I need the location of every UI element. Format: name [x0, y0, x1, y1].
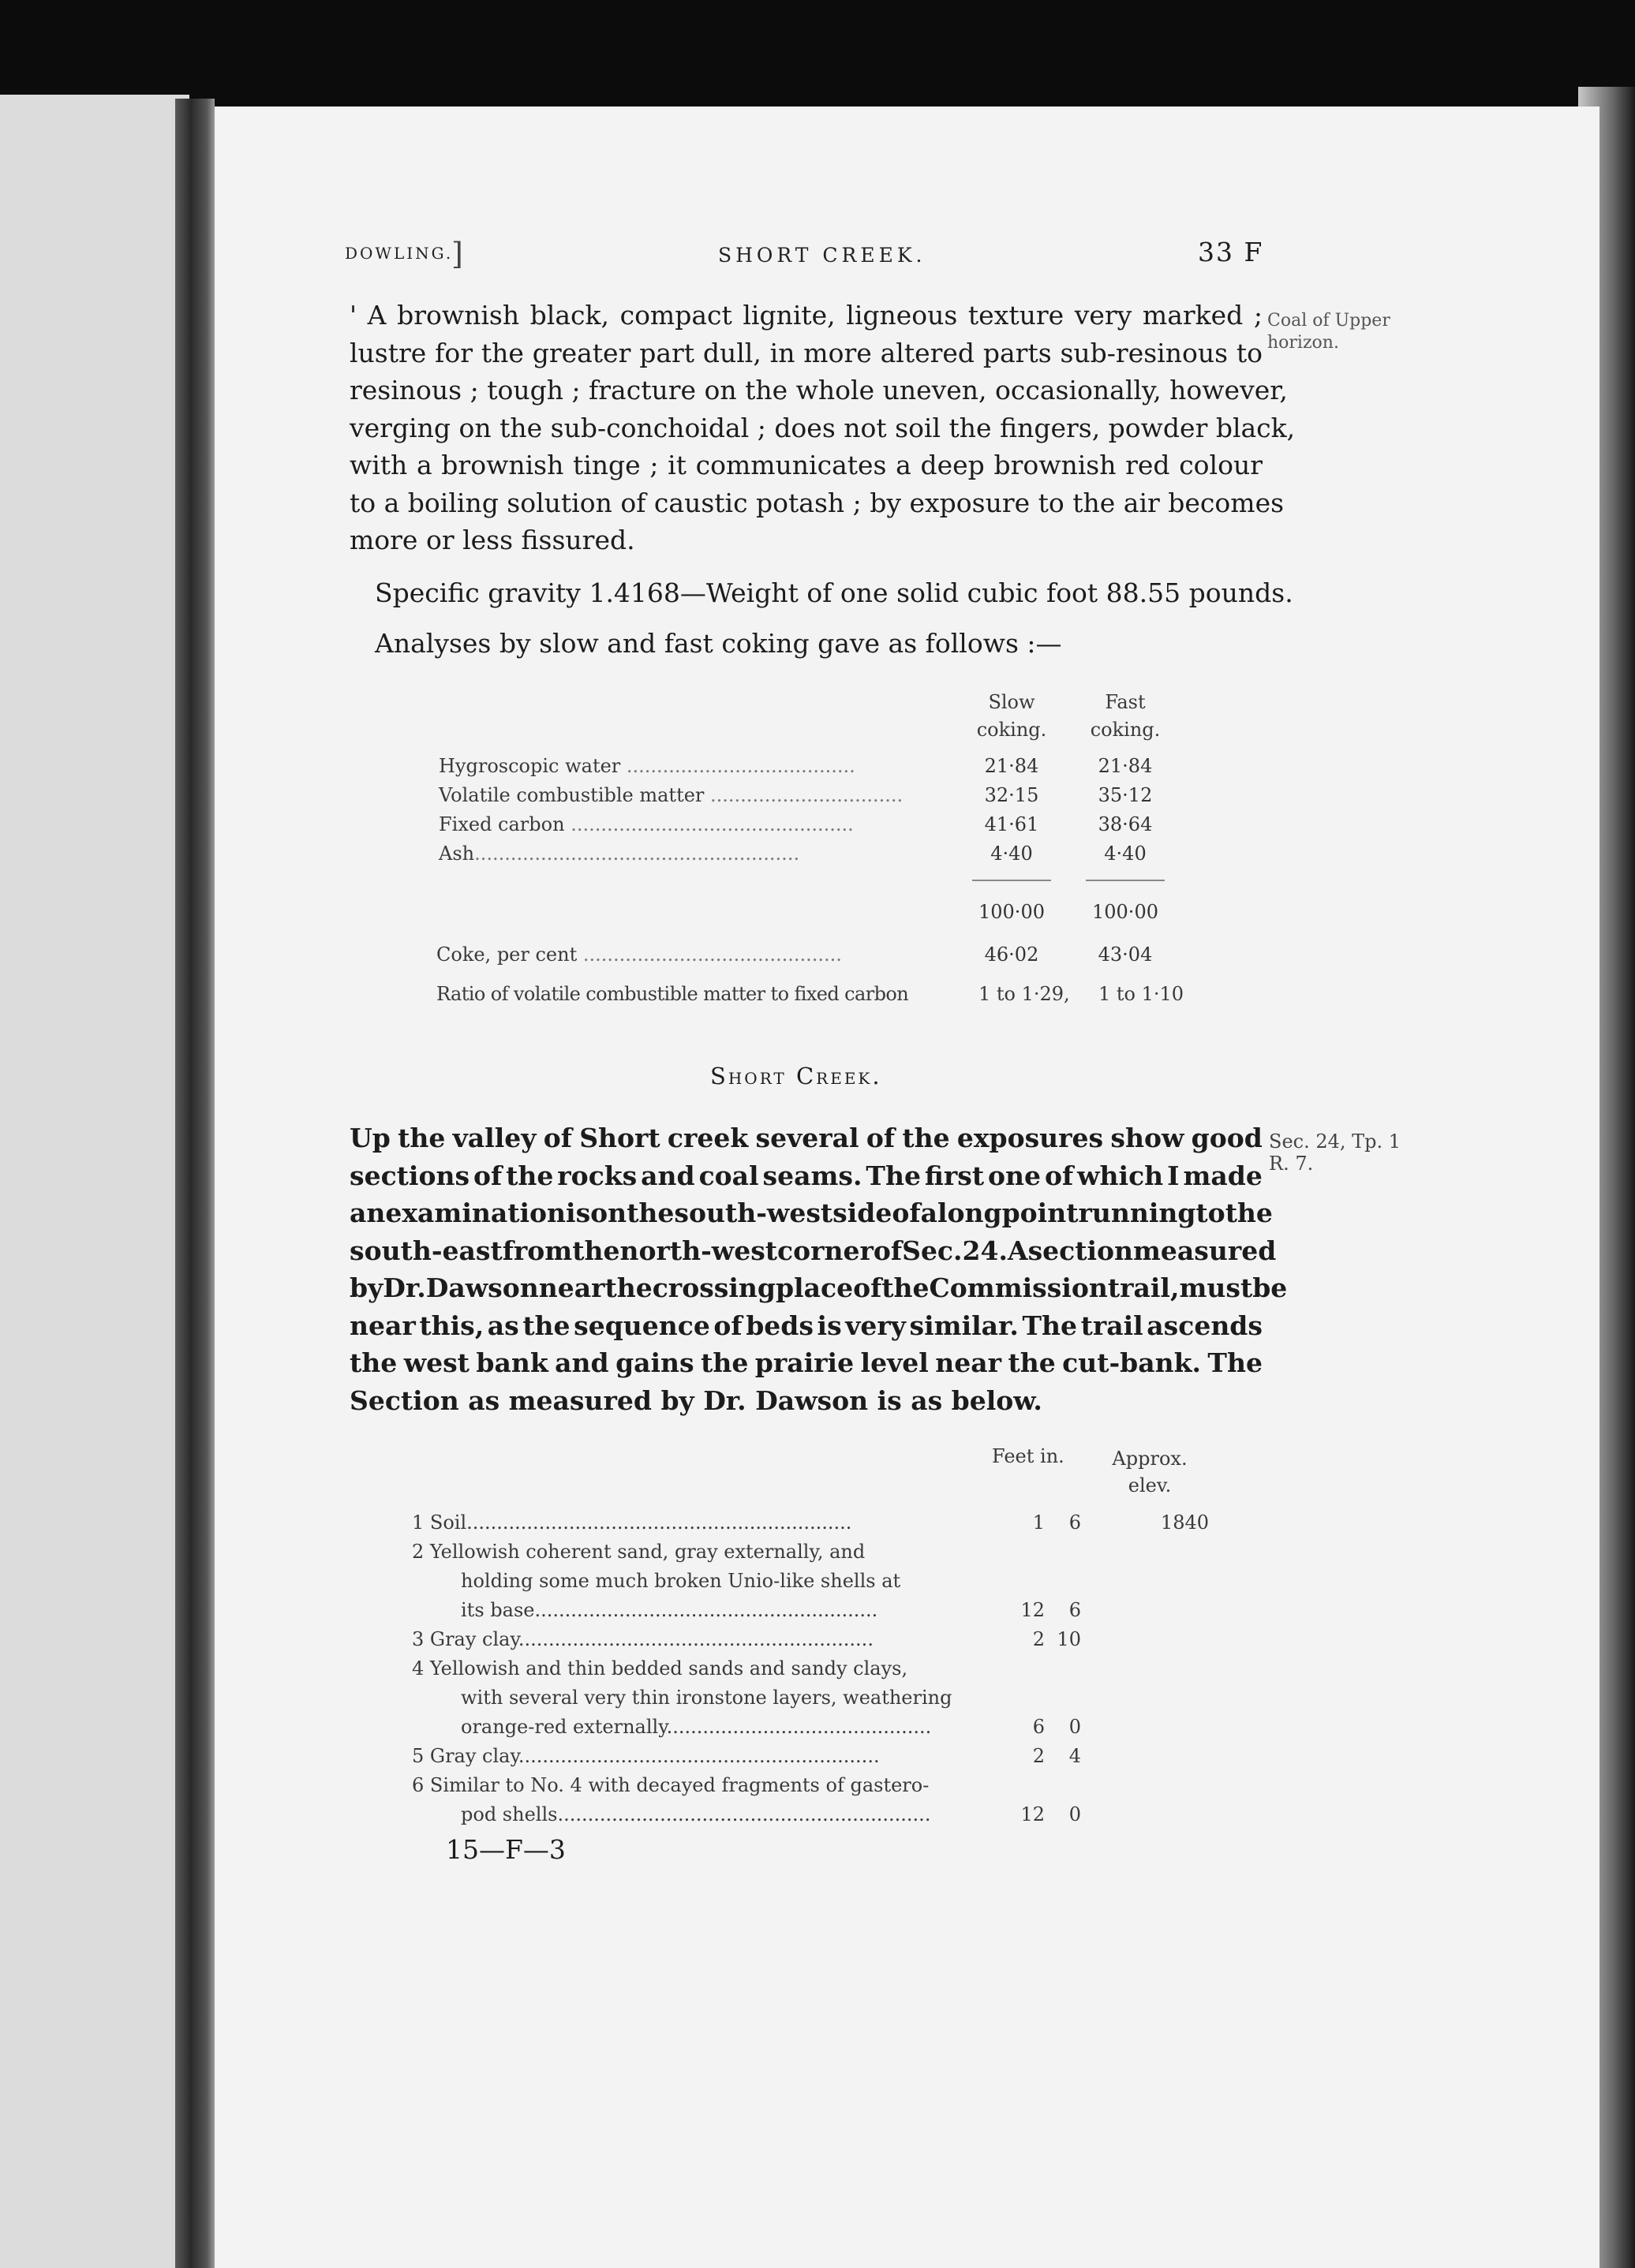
- word: an: [350, 1198, 386, 1228]
- analysis-row: [439, 755, 903, 784]
- strata-description: holding some much broken Unio-like shells at: [461, 1570, 901, 1592]
- text-line: [350, 1160, 1263, 1198]
- word: The: [1022, 1310, 1078, 1341]
- col-header-line: coking.: [976, 719, 1047, 741]
- word: sections: [350, 1160, 470, 1191]
- word: running: [1078, 1198, 1196, 1228]
- word: of: [1044, 1160, 1074, 1191]
- text-line: [350, 1235, 1277, 1273]
- fast-value: 21·84: [1098, 755, 1153, 777]
- row-leader: ......................................: [620, 755, 855, 777]
- word: very: [845, 1310, 906, 1341]
- fast-value: 4·40: [1104, 843, 1147, 865]
- word: The: [866, 1160, 921, 1191]
- word: of: [543, 1123, 572, 1153]
- strata-line: [412, 1716, 1217, 1745]
- strata-feet: 6: [1032, 1716, 1045, 1738]
- line-text: resinous ; tough ; fracture on the whole uneven, occasionally, however,: [350, 375, 1288, 405]
- strata-line: [412, 1803, 1217, 1833]
- slow-values: [964, 755, 1059, 872]
- word: measured: [1133, 1235, 1277, 1266]
- word: The: [1207, 1347, 1263, 1378]
- strata-inches: 6: [1068, 1599, 1081, 1621]
- word: long: [937, 1198, 1002, 1228]
- book-gutter: [175, 99, 215, 2268]
- facing-page-edge: [0, 95, 189, 2268]
- total-fast: 100·00: [1092, 901, 1158, 923]
- row-leader: ...........................................: [577, 943, 842, 966]
- strata-description: 6 Similar to No. 4 with decayed fragments of gastero-: [412, 1774, 930, 1796]
- strata-description: with several very thin ironstone layers, weathering: [461, 1687, 952, 1709]
- margin-note-coal-horizon: [1267, 310, 1390, 354]
- row-leader: ...............................................: [564, 813, 854, 835]
- coke-fast: 43·04: [1098, 943, 1153, 966]
- word: north-west: [619, 1235, 778, 1266]
- word: corner: [777, 1235, 874, 1266]
- word: is: [566, 1198, 591, 1228]
- margin-note-section: [1269, 1130, 1401, 1175]
- line-text: with a brownish tinge ; it communicates a deep brownish red colour: [350, 450, 1263, 480]
- coke-row: [436, 943, 842, 966]
- word: Sec.: [902, 1235, 963, 1266]
- analyses-intro: Analyses by slow and fast coking gave as follows :—: [375, 628, 1062, 659]
- row-label: Volatile combustible matter: [439, 784, 705, 806]
- slow-value: 4·40: [990, 843, 1033, 865]
- row-leader: ................................: [704, 784, 904, 806]
- word: rocks: [557, 1160, 638, 1191]
- text-line: [350, 1385, 1263, 1423]
- slow-value: 32·15: [984, 784, 1039, 806]
- strata-line: [412, 1511, 1217, 1541]
- col-header-slow: [964, 689, 1059, 744]
- strata-description: 2 Yellowish coherent sand, gray externally, and: [412, 1541, 866, 1563]
- row-leader: ......................................................: [474, 843, 800, 865]
- fast-value: 35·12: [1098, 784, 1153, 806]
- row-label: Hygroscopic water: [439, 755, 621, 777]
- strata-line: [412, 1570, 1217, 1599]
- word: one: [988, 1160, 1042, 1191]
- strata-inches: 0: [1068, 1803, 1081, 1825]
- text-line: [350, 338, 1263, 376]
- word: of: [473, 1160, 503, 1191]
- word: made: [1183, 1160, 1263, 1191]
- line-text: Section as measured by Dr. Dawson is as below.: [350, 1384, 1042, 1416]
- line-text: ' A brownish black, compact lignite, ligneous texture very marked ;: [350, 300, 1263, 331]
- fast-values: [1078, 755, 1173, 872]
- word: the: [350, 1347, 398, 1378]
- row-label: Ash: [439, 843, 475, 865]
- coke-slow: 46·02: [984, 943, 1039, 966]
- col-header-line: elev.: [1128, 1474, 1172, 1496]
- strata-line: [412, 1687, 1217, 1716]
- word: beds: [746, 1310, 814, 1341]
- ratio-label: Ratio of volatile combustible matter to fixed carbon: [436, 983, 909, 1005]
- word: the: [881, 1272, 930, 1303]
- word: near: [935, 1347, 1001, 1378]
- word: point: [1001, 1198, 1079, 1228]
- word: seams.: [762, 1160, 862, 1191]
- line-text: to a boiling solution of caustic potash ; by exposure to the air becomes: [350, 487, 1285, 518]
- text-line: [350, 450, 1263, 488]
- word: the: [522, 1310, 571, 1341]
- text-line: [350, 412, 1296, 450]
- analysis-row: [439, 813, 903, 843]
- strata-line: [412, 1599, 1217, 1628]
- strata-feet: 12: [1020, 1599, 1045, 1621]
- page-number: 33 F: [1198, 237, 1264, 267]
- word: good: [1191, 1123, 1263, 1153]
- section-heading: Short Creek.: [710, 1063, 882, 1089]
- slow-value: 41·61: [984, 813, 1039, 835]
- word: side: [832, 1198, 892, 1228]
- sum-rule-fast: [1086, 880, 1165, 881]
- word: to: [1195, 1198, 1225, 1228]
- header-bracket: ]: [451, 237, 463, 271]
- analysis-row: [439, 843, 903, 872]
- strata-line: [412, 1541, 1217, 1570]
- word: this,: [419, 1310, 485, 1341]
- col-header-line: Approx.: [1112, 1448, 1188, 1470]
- col-header-line: Fast: [1105, 691, 1146, 713]
- word: by: [350, 1272, 383, 1303]
- word: A: [1007, 1235, 1028, 1266]
- word: Commission: [929, 1272, 1108, 1303]
- col-header-line: coking.: [1090, 719, 1161, 741]
- printer-signature: 15—F—3: [446, 1834, 566, 1865]
- strata-feet: 12: [1020, 1803, 1045, 1825]
- word: trail: [1080, 1310, 1143, 1341]
- strata-description: 1 Soil................................................................: [412, 1511, 852, 1534]
- line-text: verging on the sub-conchoidal ; does not soil the fingers, powder black,: [350, 412, 1296, 443]
- strata-feet: 2: [1032, 1745, 1045, 1767]
- strata-description: 3 Gray clay...........................................................: [412, 1628, 874, 1650]
- paragraph-lignite-description: [350, 300, 1296, 562]
- word: of: [866, 1123, 896, 1153]
- sum-rule-slow: [972, 880, 1051, 881]
- analysis-rows: [439, 755, 903, 872]
- strata-feet: 2: [1032, 1628, 1045, 1650]
- word: similar.: [909, 1310, 1019, 1341]
- col-header-feet-in: Feet in.: [992, 1445, 1064, 1467]
- col-header-fast: [1078, 689, 1173, 744]
- strata-line: [412, 1774, 1217, 1803]
- word: must: [1179, 1272, 1253, 1303]
- word: valley: [452, 1123, 537, 1153]
- text-line: [350, 375, 1288, 413]
- word: ascends: [1147, 1310, 1263, 1341]
- strata-description: its base.........................................................: [461, 1599, 878, 1621]
- word: cut-bank.: [1062, 1347, 1201, 1378]
- word: coal: [698, 1160, 759, 1191]
- strata-line: [412, 1657, 1217, 1687]
- strata-feet: 1: [1032, 1511, 1045, 1534]
- col-header-line: Slow: [988, 691, 1035, 713]
- coke-label: Coke, per cent: [436, 943, 578, 966]
- word: level: [860, 1347, 929, 1378]
- line-text: lustre for the greater part dull, in more altered parts sub-resinous to: [350, 337, 1263, 368]
- analysis-row: [439, 784, 903, 813]
- word: the: [627, 1198, 675, 1228]
- word: crossing: [652, 1272, 776, 1303]
- margin-note-line: R. 7.: [1269, 1153, 1314, 1175]
- margin-note-line: Sec. 24, Tp. 1: [1269, 1130, 1401, 1153]
- word: 24.: [962, 1235, 1008, 1266]
- text-line: [350, 1347, 1263, 1385]
- word: section: [1027, 1235, 1134, 1266]
- text-line: [350, 525, 1263, 562]
- word: the: [604, 1272, 653, 1303]
- line-text: more or less fissured.: [350, 525, 635, 555]
- specific-gravity-line: Specific gravity 1.4168—Weight of one solid cubic foot 88.55 pounds.: [375, 577, 1293, 608]
- fast-value: 38·64: [1098, 813, 1153, 835]
- header-title: SHORT CREEK.: [718, 244, 926, 267]
- strata-description: 4 Yellowish and thin bedded sands and sandy clays,: [412, 1657, 908, 1680]
- word: place: [775, 1272, 854, 1303]
- text-line: [350, 1310, 1263, 1348]
- word: gains: [615, 1347, 694, 1378]
- margin-note-line: Coal of Upper: [1267, 311, 1390, 331]
- word: which: [1077, 1160, 1164, 1191]
- word: and: [555, 1347, 609, 1378]
- strata-elevation: 1840: [1160, 1511, 1209, 1534]
- word: be: [1252, 1272, 1288, 1303]
- word: several: [755, 1123, 859, 1153]
- word: the: [1225, 1198, 1273, 1228]
- word: exposures: [956, 1123, 1104, 1153]
- strata-inches: 10: [1057, 1628, 1081, 1650]
- word: of: [873, 1235, 903, 1266]
- word: near: [350, 1310, 416, 1341]
- word: the: [398, 1123, 446, 1153]
- word: as: [487, 1310, 519, 1341]
- word: and: [641, 1160, 695, 1191]
- word: is: [817, 1310, 842, 1341]
- word: Dr.: [383, 1272, 426, 1303]
- text-line: [350, 300, 1263, 338]
- word: of: [892, 1198, 921, 1228]
- row-label: Fixed carbon: [439, 813, 565, 835]
- word: from: [502, 1235, 573, 1266]
- word: prairie: [754, 1347, 855, 1378]
- strata-description: orange-red externally............................................: [461, 1716, 932, 1738]
- word: of: [853, 1272, 882, 1303]
- text-line: [350, 1198, 1273, 1235]
- col-header-approx: [1106, 1445, 1193, 1499]
- word: south-east: [350, 1235, 503, 1266]
- word: Dawson: [425, 1272, 539, 1303]
- word: trail,: [1107, 1272, 1180, 1303]
- strata-line: [412, 1745, 1217, 1774]
- ratio-fast: 1 to 1·10: [1098, 983, 1184, 1005]
- strata-inches: 6: [1068, 1511, 1081, 1534]
- text-line: [350, 487, 1285, 525]
- word: I: [1167, 1160, 1180, 1191]
- word: examination: [385, 1198, 567, 1228]
- word: a: [920, 1198, 937, 1228]
- word: sequence: [574, 1310, 710, 1341]
- text-line: [350, 1272, 1288, 1310]
- ratio-slow: 1 to 1·29,: [978, 983, 1070, 1005]
- text-line: [350, 1123, 1263, 1160]
- word: Short: [579, 1123, 660, 1153]
- word: the: [1008, 1347, 1056, 1378]
- word: the: [902, 1123, 950, 1153]
- word: show: [1110, 1123, 1184, 1153]
- word: near: [538, 1272, 605, 1303]
- paragraph-short-creek: [350, 1123, 1288, 1422]
- word: south-west: [674, 1198, 833, 1228]
- word: Up: [350, 1123, 391, 1153]
- word: on: [590, 1198, 627, 1228]
- word: west: [403, 1347, 470, 1378]
- strata-rows: [412, 1511, 1217, 1833]
- word: the: [506, 1160, 554, 1191]
- strata-description: pod shells..............................................................: [461, 1803, 931, 1825]
- word: bank: [476, 1347, 548, 1378]
- word: first: [924, 1160, 985, 1191]
- strata-inches: 4: [1068, 1745, 1081, 1767]
- strata-line: [412, 1628, 1217, 1657]
- word: of: [713, 1310, 743, 1341]
- header-author: DOWLING.: [345, 244, 454, 263]
- strata-inches: 0: [1068, 1716, 1081, 1738]
- margin-note-line: horizon.: [1267, 333, 1339, 353]
- total-slow: 100·00: [978, 901, 1045, 923]
- word: the: [572, 1235, 620, 1266]
- slow-value: 21·84: [984, 755, 1039, 777]
- strata-description: 5 Gray clay............................................................: [412, 1745, 880, 1767]
- word: creek: [667, 1123, 749, 1153]
- word: the: [701, 1347, 749, 1378]
